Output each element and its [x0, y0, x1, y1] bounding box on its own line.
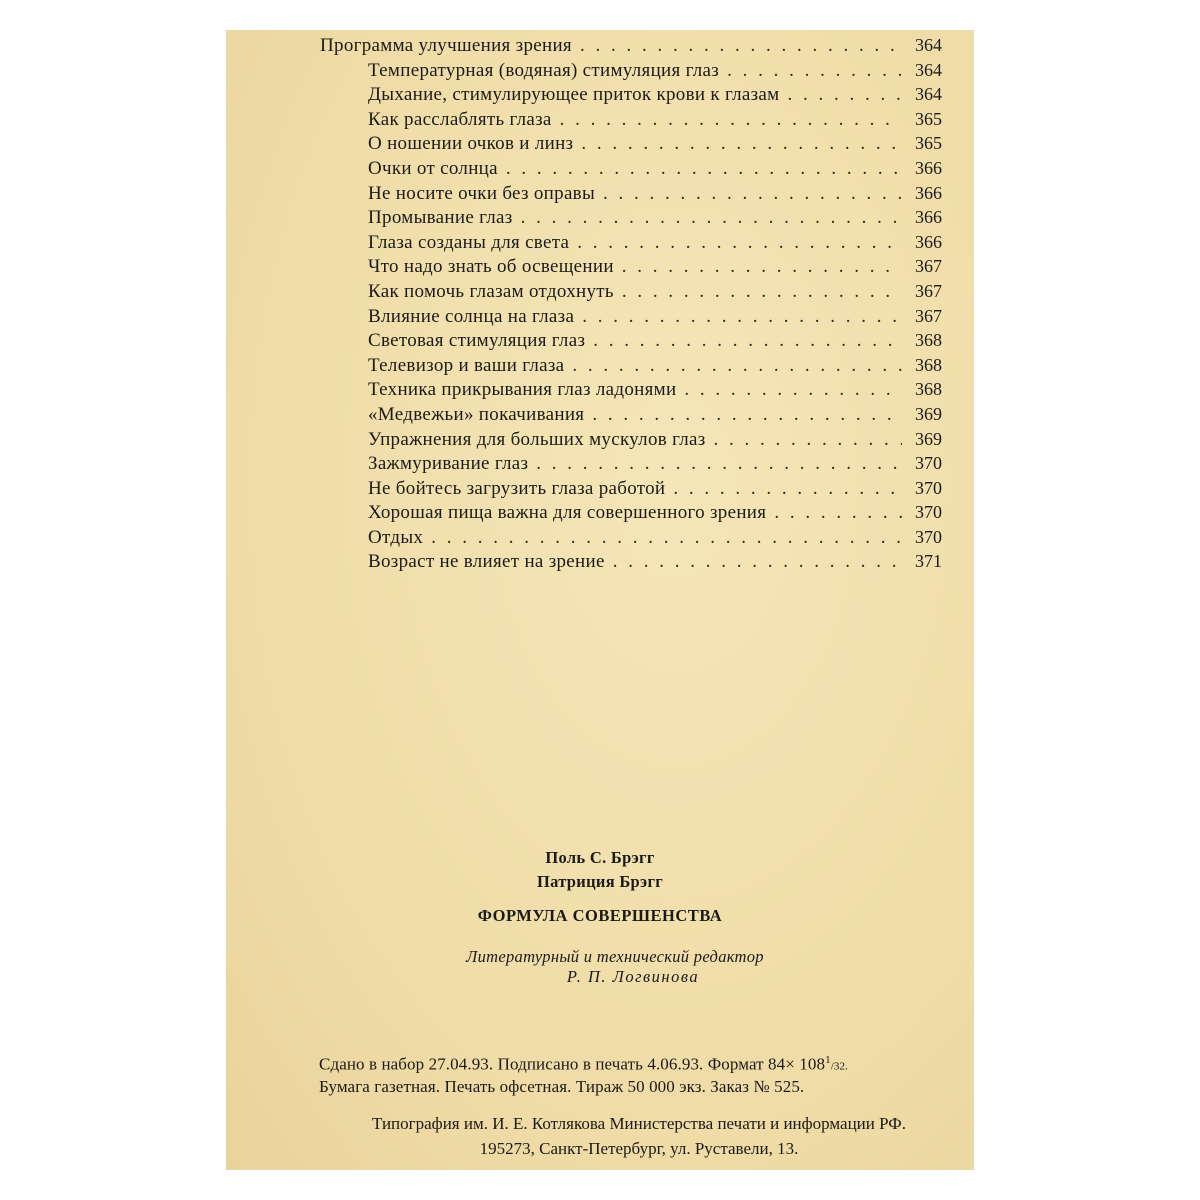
toc-entry-page: 364: [915, 59, 942, 80]
toc-entry: [320, 158, 942, 183]
editor-name: Р. П. Логвинова: [566, 967, 700, 986]
toc-leader-dots: [552, 109, 902, 131]
toc-leader-dots: [569, 232, 902, 254]
toc-leader-dots: [595, 183, 902, 205]
toc-entry-page: 371: [915, 551, 942, 572]
toc-entry-page: 370: [915, 502, 942, 523]
toc-entry-page: 368: [915, 330, 942, 351]
toc-entry: [320, 306, 942, 331]
toc-entry-page: 368: [915, 354, 942, 375]
toc-entry-title: Очки от солнца: [368, 157, 498, 179]
toc-entry: [320, 35, 942, 60]
toc-entry: [320, 133, 942, 158]
toc-entry-title: Возраст не влияет на зрение: [368, 551, 605, 573]
printing-house: [319, 1114, 959, 1164]
toc-leader-dots: [564, 355, 902, 377]
toc-entry-title: Телевизор и ваши глаза: [368, 354, 565, 376]
toc-entry-page: 368: [915, 379, 942, 400]
toc-entry-page: 366: [915, 182, 942, 203]
toc-leader-dots: [614, 281, 902, 303]
toc-entry-title: Температурная (водяная) стимуляция глаз: [368, 59, 720, 81]
toc-entry-page: 367: [915, 280, 942, 301]
toc-entry: [320, 60, 942, 85]
imprint-block: [226, 848, 974, 896]
printing-house-line: Типография им. И. Е. Котлякова Министерства печати и информации РФ.: [372, 1114, 906, 1133]
toc-entry-title: Техника прикрывания глаз ладонями: [368, 379, 677, 401]
book-title: ФОРМУЛА СОВЕРШЕНСТВА: [477, 906, 723, 925]
toc-entry-title: Что надо знать об освещении: [368, 256, 614, 278]
toc-entry-page: 367: [915, 305, 942, 326]
toc-entry: [320, 232, 942, 257]
toc-entry-page: 370: [915, 477, 942, 498]
book-title-block: [226, 906, 974, 926]
toc-entry-title: Упражнения для больших мускулов глаз: [368, 428, 706, 450]
toc-leader-dots: [513, 207, 902, 229]
toc-entry-title: Хорошая пища важна для совершенного зрения: [368, 502, 767, 524]
toc-entry: [320, 183, 942, 208]
toc-entry-page: 369: [915, 428, 942, 449]
toc-leader-dots: [719, 60, 902, 82]
toc-entry-title: Световая стимуляция глаз: [368, 330, 586, 352]
toc-entry: [320, 502, 942, 527]
toc-leader-dots: [605, 551, 902, 573]
toc-entry-title: «Медвежьи» покачивания: [368, 403, 585, 425]
toc-entry-title: Глаза созданы для света: [368, 231, 570, 253]
print-info-line: Бумага газетная. Печать офсетная. Тираж 50 000 экз. Заказ № 525.: [319, 1077, 805, 1096]
toc-leader-dots: [614, 256, 902, 278]
toc-entry: [320, 453, 942, 478]
toc-entry-page: 370: [915, 526, 942, 547]
table-of-contents: [320, 35, 942, 576]
toc-leader-dots: [780, 84, 903, 106]
toc-entry-page: 366: [915, 207, 942, 228]
toc-entry-page: 367: [915, 256, 942, 277]
toc-entry-title: Программа улучшения зрения: [320, 35, 572, 56]
toc-entry: [320, 355, 942, 380]
toc-entry-title: О ношении очков и линз: [368, 133, 574, 155]
toc-leader-dots: [706, 429, 902, 451]
toc-leader-dots: [665, 478, 902, 500]
toc-entry-title: Как расслаблять глаза: [368, 108, 552, 130]
toc-entry-page: 364: [915, 84, 942, 105]
toc-leader-dots: [528, 453, 902, 475]
toc-entry-title: Промывание глаз: [368, 207, 513, 229]
toc-entry: [320, 404, 942, 429]
author-name: Поль С. Брэгг: [545, 848, 655, 867]
toc-leader-dots: [423, 527, 902, 549]
toc-entry: [320, 207, 942, 232]
editor-role: Литературный и технический редактор: [466, 947, 764, 966]
toc-entry: [320, 429, 942, 454]
toc-entry-page: 370: [915, 453, 942, 474]
toc-leader-dots: [572, 35, 902, 57]
toc-entry-title: Зажмуривание глаз: [368, 453, 529, 475]
toc-entry-page: 364: [915, 35, 942, 55]
toc-leader-dots: [585, 330, 902, 352]
toc-entry-page: 369: [915, 403, 942, 424]
toc-entry-page: 365: [915, 133, 942, 154]
toc-entry: [320, 256, 942, 281]
toc-leader-dots: [498, 158, 902, 180]
print-info-line: Сдано в набор 27.04.93. Подписано в печать 4.06.93. Формат $84\times 108^1/32$.: [319, 1054, 848, 1074]
toc-entry: [320, 551, 942, 576]
toc-leader-dots: [676, 379, 902, 401]
printing-house-address: 195273, Санкт-Петербург, ул. Руставели, 13.: [479, 1139, 799, 1158]
toc-entry-title: Как помочь глазам отдохнуть: [368, 280, 614, 302]
book-page: [226, 30, 974, 1170]
toc-entry-title: Влияние солнца на глаза: [368, 305, 575, 327]
toc-entry-page: 366: [915, 157, 942, 178]
toc-leader-dots: [584, 404, 902, 426]
author-name: Патриция Брэгг: [536, 872, 664, 891]
toc-entry: [320, 527, 942, 552]
toc-leader-dots: [574, 306, 902, 328]
toc-entry: [320, 281, 942, 306]
toc-entry-title: Дыхание, стимулирующее приток крови к глазам: [368, 84, 780, 106]
toc-entry: [320, 330, 942, 355]
toc-entry-page: 365: [915, 108, 942, 129]
toc-entry-title: Отдых: [368, 526, 424, 548]
toc-entry: [320, 109, 942, 134]
toc-leader-dots: [573, 133, 902, 155]
toc-entry: [320, 478, 942, 503]
toc-entry: [320, 84, 942, 109]
print-info: [319, 1054, 959, 1100]
toc-entry: [320, 379, 942, 404]
toc-entry-page: 366: [915, 231, 942, 252]
toc-leader-dots: [766, 502, 902, 524]
toc-entry-title: Не носите очки без оправы: [368, 182, 596, 204]
editor-block: [226, 947, 974, 987]
toc-entry-title: Не бойтесь загрузить глаза работой: [368, 477, 666, 499]
